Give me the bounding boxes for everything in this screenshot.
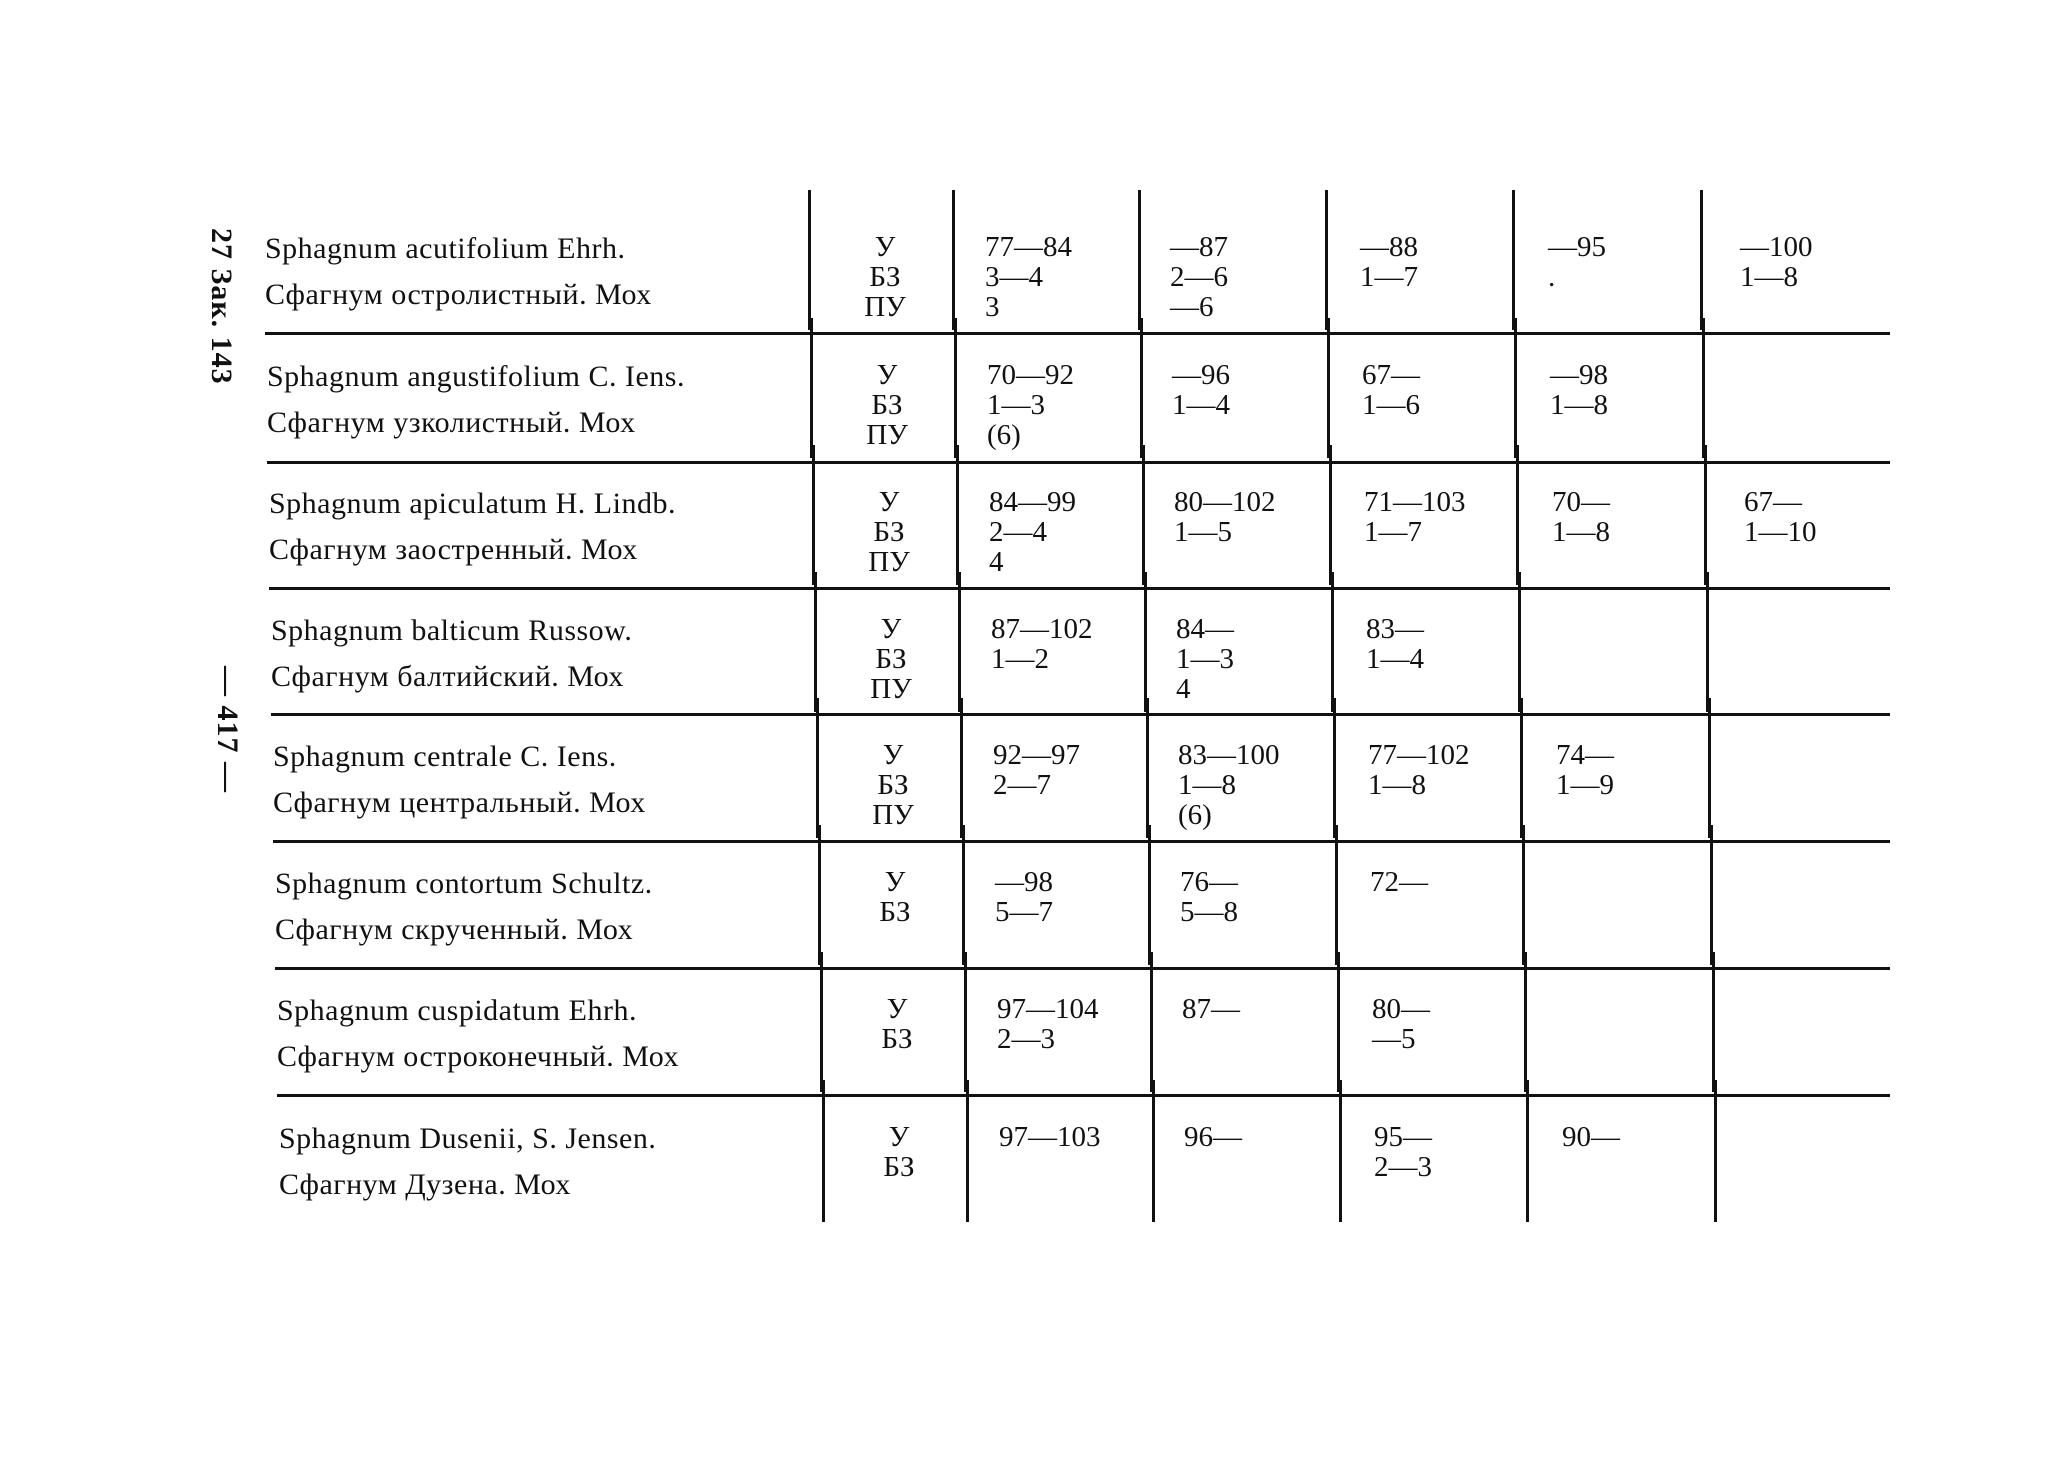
table-cell [1172, 360, 1352, 420]
cell-value: 83— [1366, 613, 1424, 645]
cell-value: 1—8 [1178, 769, 1236, 801]
column-divider [814, 572, 817, 712]
column-divider [1704, 445, 1707, 585]
cell-value: 3—4 [985, 261, 1043, 293]
species-latin-name: Sphagnum cuspidatum Ehrh. [277, 994, 637, 1027]
column-divider [1144, 572, 1147, 712]
cell-value: 77—84 [985, 231, 1072, 263]
column-divider [1512, 190, 1515, 330]
cell-value: 83—100 [1178, 739, 1280, 771]
cell-value: 80—102 [1174, 486, 1276, 518]
cell-value: 1—10 [1744, 516, 1817, 548]
species-latin-name: Sphagnum centrale C. Iens. [273, 740, 617, 773]
zone-code: У [888, 1121, 910, 1153]
cell-value: 87—102 [991, 613, 1093, 645]
zone-code: У [874, 231, 896, 263]
cell-value: 70—92 [987, 359, 1074, 391]
cell-value: —88 [1360, 231, 1418, 263]
cell-value: 96— [1184, 1121, 1242, 1153]
column-divider [958, 572, 961, 712]
column-divider [1518, 572, 1521, 712]
cell-value: (6) [1178, 799, 1212, 831]
column-divider [810, 318, 813, 458]
column-divider [1333, 698, 1336, 838]
cell-value: —98 [995, 866, 1053, 898]
column-divider [1524, 952, 1527, 1092]
cell-value: 4 [1176, 673, 1191, 705]
cell-value: 3 [985, 291, 1000, 323]
species-latin-name: Sphagnum balticum Russow. [271, 614, 633, 647]
column-divider [1339, 1080, 1342, 1222]
zone-code: У [876, 359, 898, 391]
species-latin-name: Sphagnum acutifolium Ehrh. [265, 232, 626, 265]
cell-value: 1—2 [991, 643, 1049, 675]
row-divider [267, 461, 1890, 464]
column-divider [1700, 190, 1703, 330]
cell-value: 1—3 [1176, 643, 1234, 675]
cell-value: 84— [1176, 613, 1234, 645]
cell-value: —100 [1740, 231, 1813, 263]
cell-value: 2—3 [997, 1023, 1055, 1055]
zone-code: БЗ [877, 769, 909, 801]
zone-codes [854, 1122, 944, 1182]
cell-value: . [1548, 261, 1556, 293]
cell-value: —96 [1172, 359, 1230, 391]
cell-value: 90— [1562, 1121, 1620, 1153]
cell-value: 1—6 [1362, 389, 1420, 421]
cell-value: 67— [1362, 359, 1420, 391]
table-cell [1182, 994, 1362, 1024]
table-cell [1744, 487, 1924, 547]
column-divider [816, 698, 819, 838]
column-divider [1152, 1080, 1155, 1222]
column-divider [1146, 698, 1149, 838]
side-page-number: — 417 — [211, 666, 244, 793]
table-cell [1176, 614, 1356, 704]
column-divider [818, 825, 821, 965]
row-divider [265, 332, 1890, 335]
cell-value: 71—103 [1364, 486, 1466, 518]
zone-code: У [878, 486, 900, 518]
column-divider [1335, 825, 1338, 965]
species-russian-name: Сфагнум узколистный. Мох [267, 406, 636, 439]
table-cell [1180, 867, 1360, 927]
zone-codes [852, 994, 942, 1054]
species-russian-name: Сфагнум остролистный. Мох [265, 278, 652, 311]
zone-code: БЗ [879, 896, 911, 928]
column-divider [1708, 698, 1711, 838]
column-divider [1702, 318, 1705, 458]
table-cell [1174, 487, 1354, 547]
row-divider [277, 1094, 1890, 1097]
cell-value: 2—6 [1170, 261, 1228, 293]
zone-codes [840, 232, 930, 322]
zone-code: ПУ [866, 419, 908, 451]
zone-codes [844, 487, 934, 577]
column-divider [1714, 1080, 1717, 1222]
cell-value: 95— [1374, 1121, 1432, 1153]
cell-value: 80— [1372, 993, 1430, 1025]
zone-code: ПУ [868, 546, 910, 578]
cell-value: 5—8 [1180, 896, 1238, 928]
zone-code: БЗ [873, 516, 905, 548]
cell-value: —87 [1170, 231, 1228, 263]
species-latin-name: Sphagnum Dusenii, S. Jensen. [279, 1122, 657, 1155]
zone-code: У [886, 993, 908, 1025]
column-divider [1325, 190, 1328, 330]
column-divider [962, 825, 965, 965]
cell-value: 1—7 [1360, 261, 1418, 293]
species-latin-name: Sphagnum apiculatum H. Lindb. [269, 487, 676, 520]
zone-code: ПУ [872, 799, 914, 831]
column-divider [822, 1080, 825, 1222]
zone-codes [848, 740, 938, 830]
cell-value: 2—4 [989, 516, 1047, 548]
column-divider [1150, 952, 1153, 1092]
cell-value: 74— [1556, 739, 1614, 771]
table-cell [1170, 232, 1350, 322]
column-divider [808, 190, 811, 330]
table-cell [1184, 1122, 1364, 1152]
column-divider [1142, 445, 1145, 585]
zone-code: БЗ [871, 389, 903, 421]
column-divider [812, 445, 815, 585]
cell-value: (6) [987, 419, 1021, 451]
zone-codes [846, 614, 936, 704]
column-divider [820, 952, 823, 1092]
cell-value: 1—8 [1368, 769, 1426, 801]
column-divider [1706, 572, 1709, 712]
column-divider [1329, 445, 1332, 585]
table-cell [1178, 740, 1358, 830]
species-latin-name: Sphagnum angustifolium C. Iens. [267, 360, 685, 393]
zone-code: ПУ [870, 673, 912, 705]
cell-value: 72— [1370, 866, 1428, 898]
species-russian-name: Сфагнум скрученный. Мох [275, 913, 634, 946]
cell-value: 70— [1552, 486, 1610, 518]
cell-value: 4 [989, 546, 1004, 578]
cell-value: 1—9 [1556, 769, 1614, 801]
column-divider [952, 190, 955, 330]
cell-value: 2—3 [1374, 1151, 1432, 1183]
column-divider [1712, 952, 1715, 1092]
row-divider [271, 713, 1890, 716]
zone-code: У [880, 613, 902, 645]
row-divider [269, 587, 1890, 590]
cell-value: 1—4 [1172, 389, 1230, 421]
zone-codes [850, 867, 940, 927]
column-divider [1710, 825, 1713, 965]
cell-value: 1—7 [1364, 516, 1422, 548]
cell-value: 92—97 [993, 739, 1080, 771]
column-divider [1514, 318, 1517, 458]
column-divider [1522, 825, 1525, 965]
zone-code: У [884, 866, 906, 898]
cell-value: 87— [1182, 993, 1240, 1025]
cell-value: 67— [1744, 486, 1802, 518]
species-latin-name: Sphagnum contortum Schultz. [275, 867, 653, 900]
cell-value: 97—104 [997, 993, 1099, 1025]
column-divider [1337, 952, 1340, 1092]
column-divider [1526, 1080, 1529, 1222]
column-divider [956, 445, 959, 585]
column-divider [954, 318, 957, 458]
cell-value: 84—99 [989, 486, 1076, 518]
cell-value: —98 [1550, 359, 1608, 391]
zone-code: БЗ [875, 643, 907, 675]
species-russian-name: Сфагнум балтийский. Мох [271, 660, 624, 693]
cell-value: 77—102 [1368, 739, 1470, 771]
side-header-volume: 27 Зак. 143 [205, 228, 238, 385]
species-russian-name: Сфагнум центральный. Мох [273, 786, 646, 819]
cell-value: 1—5 [1174, 516, 1232, 548]
row-divider [275, 967, 1890, 970]
species-russian-name: Сфагнум остроконечный. Мох [277, 1040, 679, 1073]
column-divider [960, 698, 963, 838]
row-divider [273, 840, 1890, 843]
cell-value: 1—8 [1550, 389, 1608, 421]
cell-value: 1—4 [1366, 643, 1424, 675]
column-divider [1331, 572, 1334, 712]
column-divider [1138, 190, 1141, 330]
zone-code: БЗ [883, 1151, 915, 1183]
zone-code: БЗ [881, 1023, 913, 1055]
zone-code: У [882, 739, 904, 771]
cell-value: 5—7 [995, 896, 1053, 928]
zone-code: БЗ [869, 261, 901, 293]
cell-value: 1—3 [987, 389, 1045, 421]
column-divider [1520, 698, 1523, 838]
cell-value: —5 [1372, 1023, 1416, 1055]
column-divider [1516, 445, 1519, 585]
species-russian-name: Сфагнум заостренный. Мох [269, 533, 638, 566]
column-divider [1327, 318, 1330, 458]
column-divider [1148, 825, 1151, 965]
cell-value: 1—8 [1552, 516, 1610, 548]
cell-value: —95 [1548, 231, 1606, 263]
cell-value: 76— [1180, 866, 1238, 898]
zone-code: ПУ [864, 291, 906, 323]
column-divider [964, 952, 967, 1092]
cell-value: 2—7 [993, 769, 1051, 801]
column-divider [966, 1080, 969, 1222]
column-divider [1140, 318, 1143, 458]
species-russian-name: Сфагнум Дузена. Мох [279, 1168, 571, 1201]
cell-value: —6 [1170, 291, 1214, 323]
table-cell [1740, 232, 1920, 292]
cell-value: 1—8 [1740, 261, 1798, 293]
cell-value: 97—103 [999, 1121, 1101, 1153]
zone-codes [842, 360, 932, 450]
